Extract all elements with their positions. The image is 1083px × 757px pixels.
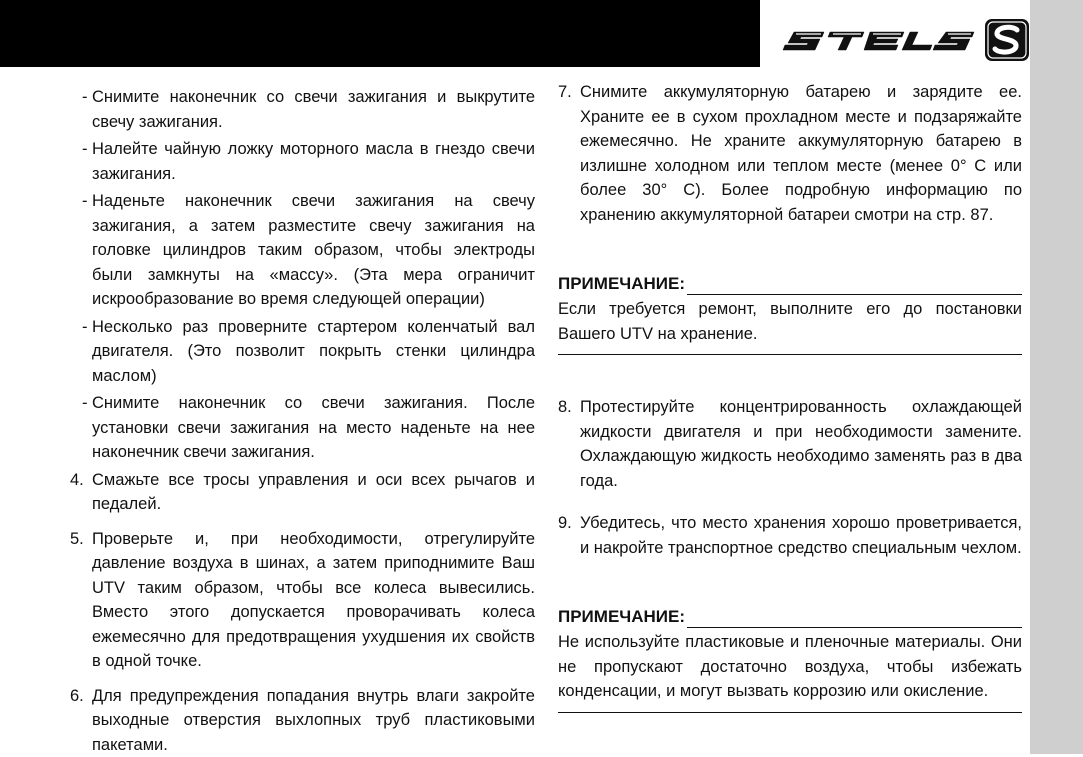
note-text: Если требуется ремонт, выполните его до постановки Вашего UTV на хранение.	[558, 297, 1022, 346]
item-number: 9.	[558, 511, 572, 536]
left-column	[70, 85, 535, 757]
dash-marker: -	[82, 85, 88, 110]
stels-badge-logo	[984, 18, 1030, 62]
item-text: Протестируйте концентрированность охлаждающей жидкости двигателя и при необходимости замените. Охлаждающую жидкость необходимо заменять раз в два года.	[580, 398, 1022, 490]
list-item	[70, 137, 535, 186]
list-item-text: Налейте чайную ложку моторного масла в гнездо свечи зажигания.	[92, 140, 535, 183]
header-bar	[0, 0, 760, 67]
dash-marker: -	[82, 137, 88, 162]
list-item	[70, 315, 535, 389]
brand-logo	[760, 0, 1030, 67]
note-text: Не используйте пластиковые и пленочные материалы. Они не пропускают достаточно воздуха, чтобы избежать конденсации, и могут вызвать коррозию или окисление.	[558, 630, 1022, 704]
list-item-text: Снимите наконечник со свечи зажигания и выкрутите свечу зажигания.	[92, 88, 535, 131]
note-divider	[558, 354, 1022, 355]
numbered-item-7	[558, 80, 1022, 227]
numbered-item-5	[70, 527, 535, 674]
item-text: Проверьте и, при необходимости, отрегулируйте давление воздуха в шинах, а затем приподнимите Ваш UTV таким образом, чтобы все колеса вывесились. Вместо этого допускается проворачивать колеса ежемесячно для предотвращения ухудшения их свойств в одной точке.	[92, 530, 535, 671]
stels-wordmark-logo	[780, 30, 975, 52]
item-number: 7.	[558, 80, 572, 105]
dash-marker: -	[82, 315, 88, 340]
note-divider	[558, 712, 1022, 713]
note-heading	[558, 606, 1022, 628]
numbered-item-4	[70, 468, 535, 517]
note-block	[558, 606, 1022, 713]
item-number: 5.	[70, 527, 84, 552]
list-item	[70, 85, 535, 134]
item-text: Снимите аккумуляторную батарею и зарядите ее. Храните ее в сухом прохладном месте и подзаряжайте ежемесячно. Не храните аккумуляторную батарею в излишне холодном или теплом месте (менее 0° С или более 30° С). Более подробную информацию по хранению аккумуляторной батареи смотри на стр. 87.	[580, 83, 1022, 224]
right-column	[558, 80, 1022, 713]
numbered-item-9	[558, 511, 1022, 560]
item-number: 4.	[70, 468, 84, 493]
item-text: Для предупреждения попадания внутрь влаги закройте выходные отверстия выхлопных труб пластиковыми пакетами.	[92, 687, 535, 754]
note-title: ПРИМЕЧАНИЕ:	[558, 273, 685, 295]
note-heading	[558, 273, 1022, 295]
dash-marker: -	[82, 189, 88, 214]
note-title: ПРИМЕЧАНИЕ:	[558, 606, 685, 628]
list-item-text: Несколько раз проверните стартером коленчатый вал двигателя. (Это позволит покрыть стенки цилиндра маслом)	[92, 318, 535, 385]
list-item-text: Снимите наконечник со свечи зажигания. После установки свечи зажигания на место наденьте на нее наконечник свечи зажигания.	[92, 394, 535, 461]
list-item	[70, 391, 535, 465]
item-text: Убедитесь, что место хранения хорошо проветривается, и накройте транспортное средство специальным чехлом.	[580, 514, 1022, 557]
dash-marker: -	[82, 391, 88, 416]
list-item-text: Наденьте наконечник свечи зажигания на свечу зажигания, а затем разместите свечу зажигания на головке цилиндров таким образом, чтобы электроды были замкнуты на «массу». (Эта мера ограничит искрообразование во время следующей операции)	[92, 192, 535, 308]
numbered-item-8	[558, 395, 1022, 493]
item-text: Смажьте все тросы управления и оси всех рычагов и педалей.	[92, 471, 535, 514]
note-title-underline	[687, 612, 1022, 628]
item-number: 8.	[558, 395, 572, 420]
item-number: 6.	[70, 684, 84, 709]
numbered-item-6	[70, 684, 535, 757]
note-title-underline	[687, 279, 1022, 295]
note-block	[558, 273, 1022, 355]
list-item	[70, 189, 535, 312]
side-bar	[1030, 0, 1083, 754]
